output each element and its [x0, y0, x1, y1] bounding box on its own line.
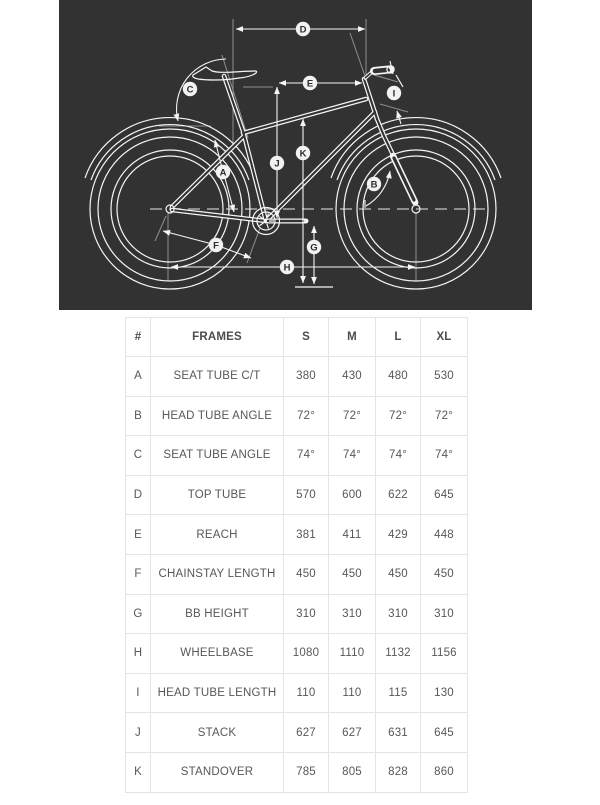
table-row [126, 713, 468, 753]
cell-value: 645 [421, 713, 468, 753]
row-letter: A [126, 357, 151, 397]
cell-value: 1156 [421, 634, 468, 674]
cell-value: 130 [421, 673, 468, 713]
cell-value: 627 [284, 713, 329, 753]
svg-text:F: F [213, 240, 219, 252]
cell-value: 110 [329, 673, 376, 713]
dim-marker-k [296, 146, 310, 160]
cell-value: 1132 [376, 634, 421, 674]
dim-marker-j [270, 156, 284, 170]
bike-geometry-panel [59, 0, 532, 310]
cell-value: 530 [421, 357, 468, 397]
cell-value: 785 [284, 752, 329, 792]
row-letter: I [126, 673, 151, 713]
cell-value: 72° [376, 396, 421, 436]
table-header [126, 318, 468, 357]
cell-value: 310 [329, 594, 376, 634]
cell-value: 805 [329, 752, 376, 792]
cell-value: 1080 [284, 634, 329, 674]
cell-value: 310 [421, 594, 468, 634]
handlebar [364, 66, 403, 87]
cell-value: 645 [421, 475, 468, 515]
cell-value: 450 [284, 554, 329, 594]
row-letter: B [126, 396, 151, 436]
row-letter: K [126, 752, 151, 792]
cell-value: 115 [376, 673, 421, 713]
row-letter: H [126, 634, 151, 674]
cell-value: 310 [284, 594, 329, 634]
row-letter: C [126, 436, 151, 476]
cell-value: 74° [329, 436, 376, 476]
table-row [126, 673, 468, 713]
table-row [126, 594, 468, 634]
cell-value: 828 [376, 752, 421, 792]
cell-value: 72° [329, 396, 376, 436]
cell-value: 72° [421, 396, 468, 436]
table-body [126, 357, 468, 793]
row-name: STANDOVER [151, 752, 284, 792]
cell-value: 622 [376, 475, 421, 515]
table-row [126, 634, 468, 674]
dim-marker-h [280, 260, 294, 274]
cell-value: 450 [329, 554, 376, 594]
table-row [126, 396, 468, 436]
row-name: BB HEIGHT [151, 594, 284, 634]
dim-marker-d [296, 22, 310, 36]
row-letter: D [126, 475, 151, 515]
dim-marker-f [209, 238, 223, 252]
table-row [126, 475, 468, 515]
column-header-xl: XL [421, 318, 468, 357]
row-name: REACH [151, 515, 284, 555]
cell-value: 631 [376, 713, 421, 753]
column-header-hash: # [126, 318, 151, 357]
row-name: HEAD TUBE ANGLE [151, 396, 284, 436]
dim-marker-i [387, 86, 401, 100]
dim-marker-g [307, 240, 321, 254]
cell-value: 450 [376, 554, 421, 594]
row-name: TOP TUBE [151, 475, 284, 515]
cell-value: 380 [284, 357, 329, 397]
dim-marker-e [303, 76, 317, 90]
column-header-l: L [376, 318, 421, 357]
svg-text:J: J [274, 158, 280, 170]
row-letter: J [126, 713, 151, 753]
row-name: SEAT TUBE ANGLE [151, 436, 284, 476]
cell-value: 860 [421, 752, 468, 792]
table-row [126, 554, 468, 594]
cell-value: 430 [329, 357, 376, 397]
row-name: HEAD TUBE LENGTH [151, 673, 284, 713]
bike-geometry-diagram [59, 0, 532, 310]
dim-marker-b [367, 177, 381, 191]
reference-lines [150, 19, 490, 281]
dim-marker-a [216, 165, 230, 179]
cell-value: 448 [421, 515, 468, 555]
rear-wheel [85, 118, 255, 289]
cell-value: 110 [284, 673, 329, 713]
row-name: SEAT TUBE C/T [151, 357, 284, 397]
table-row [126, 357, 468, 397]
row-name: STACK [151, 713, 284, 753]
cell-value: 480 [376, 357, 421, 397]
cell-value: 570 [284, 475, 329, 515]
row-letter: F [126, 554, 151, 594]
svg-text:A: A [219, 167, 227, 179]
svg-text:G: G [310, 242, 318, 254]
column-header-m: M [329, 318, 376, 357]
svg-text:K: K [299, 148, 307, 160]
cell-value: 72° [284, 396, 329, 436]
cell-value: 411 [329, 515, 376, 555]
cell-value: 627 [329, 713, 376, 753]
dim-marker-c [183, 82, 197, 96]
cell-value: 600 [329, 475, 376, 515]
row-name: CHAINSTAY LENGTH [151, 554, 284, 594]
cell-value: 74° [284, 436, 329, 476]
svg-text:D: D [299, 24, 307, 36]
row-letter: G [126, 594, 151, 634]
cell-value: 310 [376, 594, 421, 634]
cell-value: 381 [284, 515, 329, 555]
geometry-table [125, 317, 468, 793]
table-row [126, 515, 468, 555]
row-name: WHEELBASE [151, 634, 284, 674]
column-header-s: S [284, 318, 329, 357]
table-row [126, 436, 468, 476]
row-letter: E [126, 515, 151, 555]
cell-value: 429 [376, 515, 421, 555]
header-row [126, 318, 468, 357]
svg-text:C: C [186, 84, 194, 96]
svg-text:I: I [392, 88, 396, 100]
column-header-frames: FRAMES [151, 318, 284, 357]
cell-value: 74° [421, 436, 468, 476]
svg-text:E: E [306, 78, 314, 90]
svg-text:B: B [370, 179, 378, 191]
table-row [126, 752, 468, 792]
cell-value: 1110 [329, 634, 376, 674]
cell-value: 74° [376, 436, 421, 476]
svg-text:H: H [283, 262, 291, 274]
cell-value: 450 [421, 554, 468, 594]
